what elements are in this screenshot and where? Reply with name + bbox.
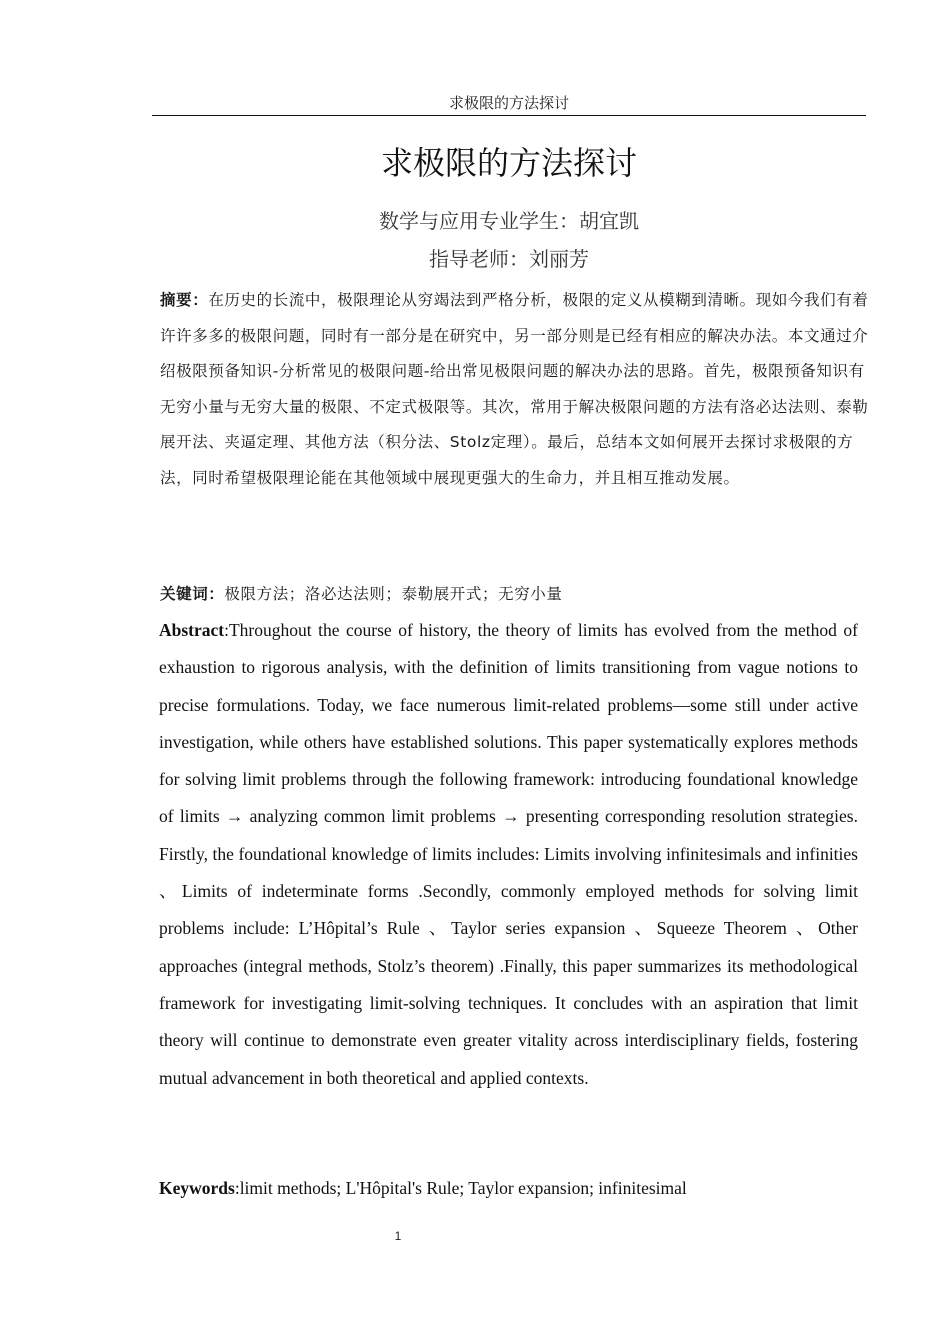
english-keywords — [159, 1170, 858, 1207]
advisor-line: 指导老师：刘丽芳 — [429, 247, 589, 271]
header-rule — [152, 115, 866, 116]
english-abstract — [159, 612, 858, 1097]
english-keywords-label: Keywords — [159, 1178, 235, 1198]
english-abstract-label: Abstract — [159, 620, 225, 640]
chinese-keywords-label: 关键词： — [160, 585, 225, 603]
running-header: 求极限的方法探讨 — [448, 94, 569, 112]
page-number: 1 — [394, 1229, 402, 1243]
author-line: 数学与应用专业学生：胡宜凯 — [379, 209, 639, 233]
chinese-abstract-text: 在历史的长流中，极限理论从穷竭法到严格分析，极限的定义从模糊到清晰。现如今我们有着许许多多的极限问题，同时有一部分是在研究中，另一部分则是已经有相应的解决办法。本文通过介绍极限预备知识-分析常见的极限问题-给出常见极限问题的解决办法的思路。首先，极限预备知识有无穷小量与无穷大量的极限、不定式极限等。其次，常用于解决极限问题的方法有洛必达法则、泰勒展开法、夹逼定理、其他方法（积分法、Stolz定理）。最后，总结本文如何展开去探讨求极限的方法，同时希望极限理论能在其他领域中展现更强大的生命力，并且相互推动发展。 — [160, 291, 869, 487]
english-abstract-text: :Throughout the course of history, the theory of limits has evolved from the method of exhaustion to rigorous analysis, with the definition of limits transitioning from vague notions to precise formulations. Today, we face numerous limit-related problems—some still under active investigation, while others have established solutions. This paper systematically explores methods for solving limit problems through the following framework: introducing foundational knowledge of limits → analyzing common limit problems → presenting corresponding resolution strategies. Firstly, the foundational knowledge of limits includes: Limits involving infinitesimals and infinities 、Limits of indeterminate forms .Secondly, commonly employed methods for solving limit problems include: L’Hôpital’s Rule 、Taylor series expansion 、Squeeze Theorem 、Other approaches (integral methods, Stolz’s theorem) .Finally, this paper summarizes its methodological framework for investigating limit-solving techniques. It concludes with an aspiration that limit theory will continue to demonstrate even greater vitality across interdisciplinary fields, fostering mutual advancement in both theoretical and applied contexts. — [159, 620, 858, 1088]
english-keywords-text: :limit methods; L'Hôpital's Rule; Taylor expansion; infinitesimal — [234, 1178, 687, 1198]
chinese-abstract-label: 摘要： — [160, 291, 209, 309]
chinese-abstract — [160, 283, 876, 496]
chinese-keywords — [160, 578, 860, 610]
paper-title: 求极限的方法探讨 — [380, 144, 637, 182]
chinese-keywords-text: 极限方法；洛必达法则；泰勒展开式；无穷小量 — [224, 585, 563, 603]
